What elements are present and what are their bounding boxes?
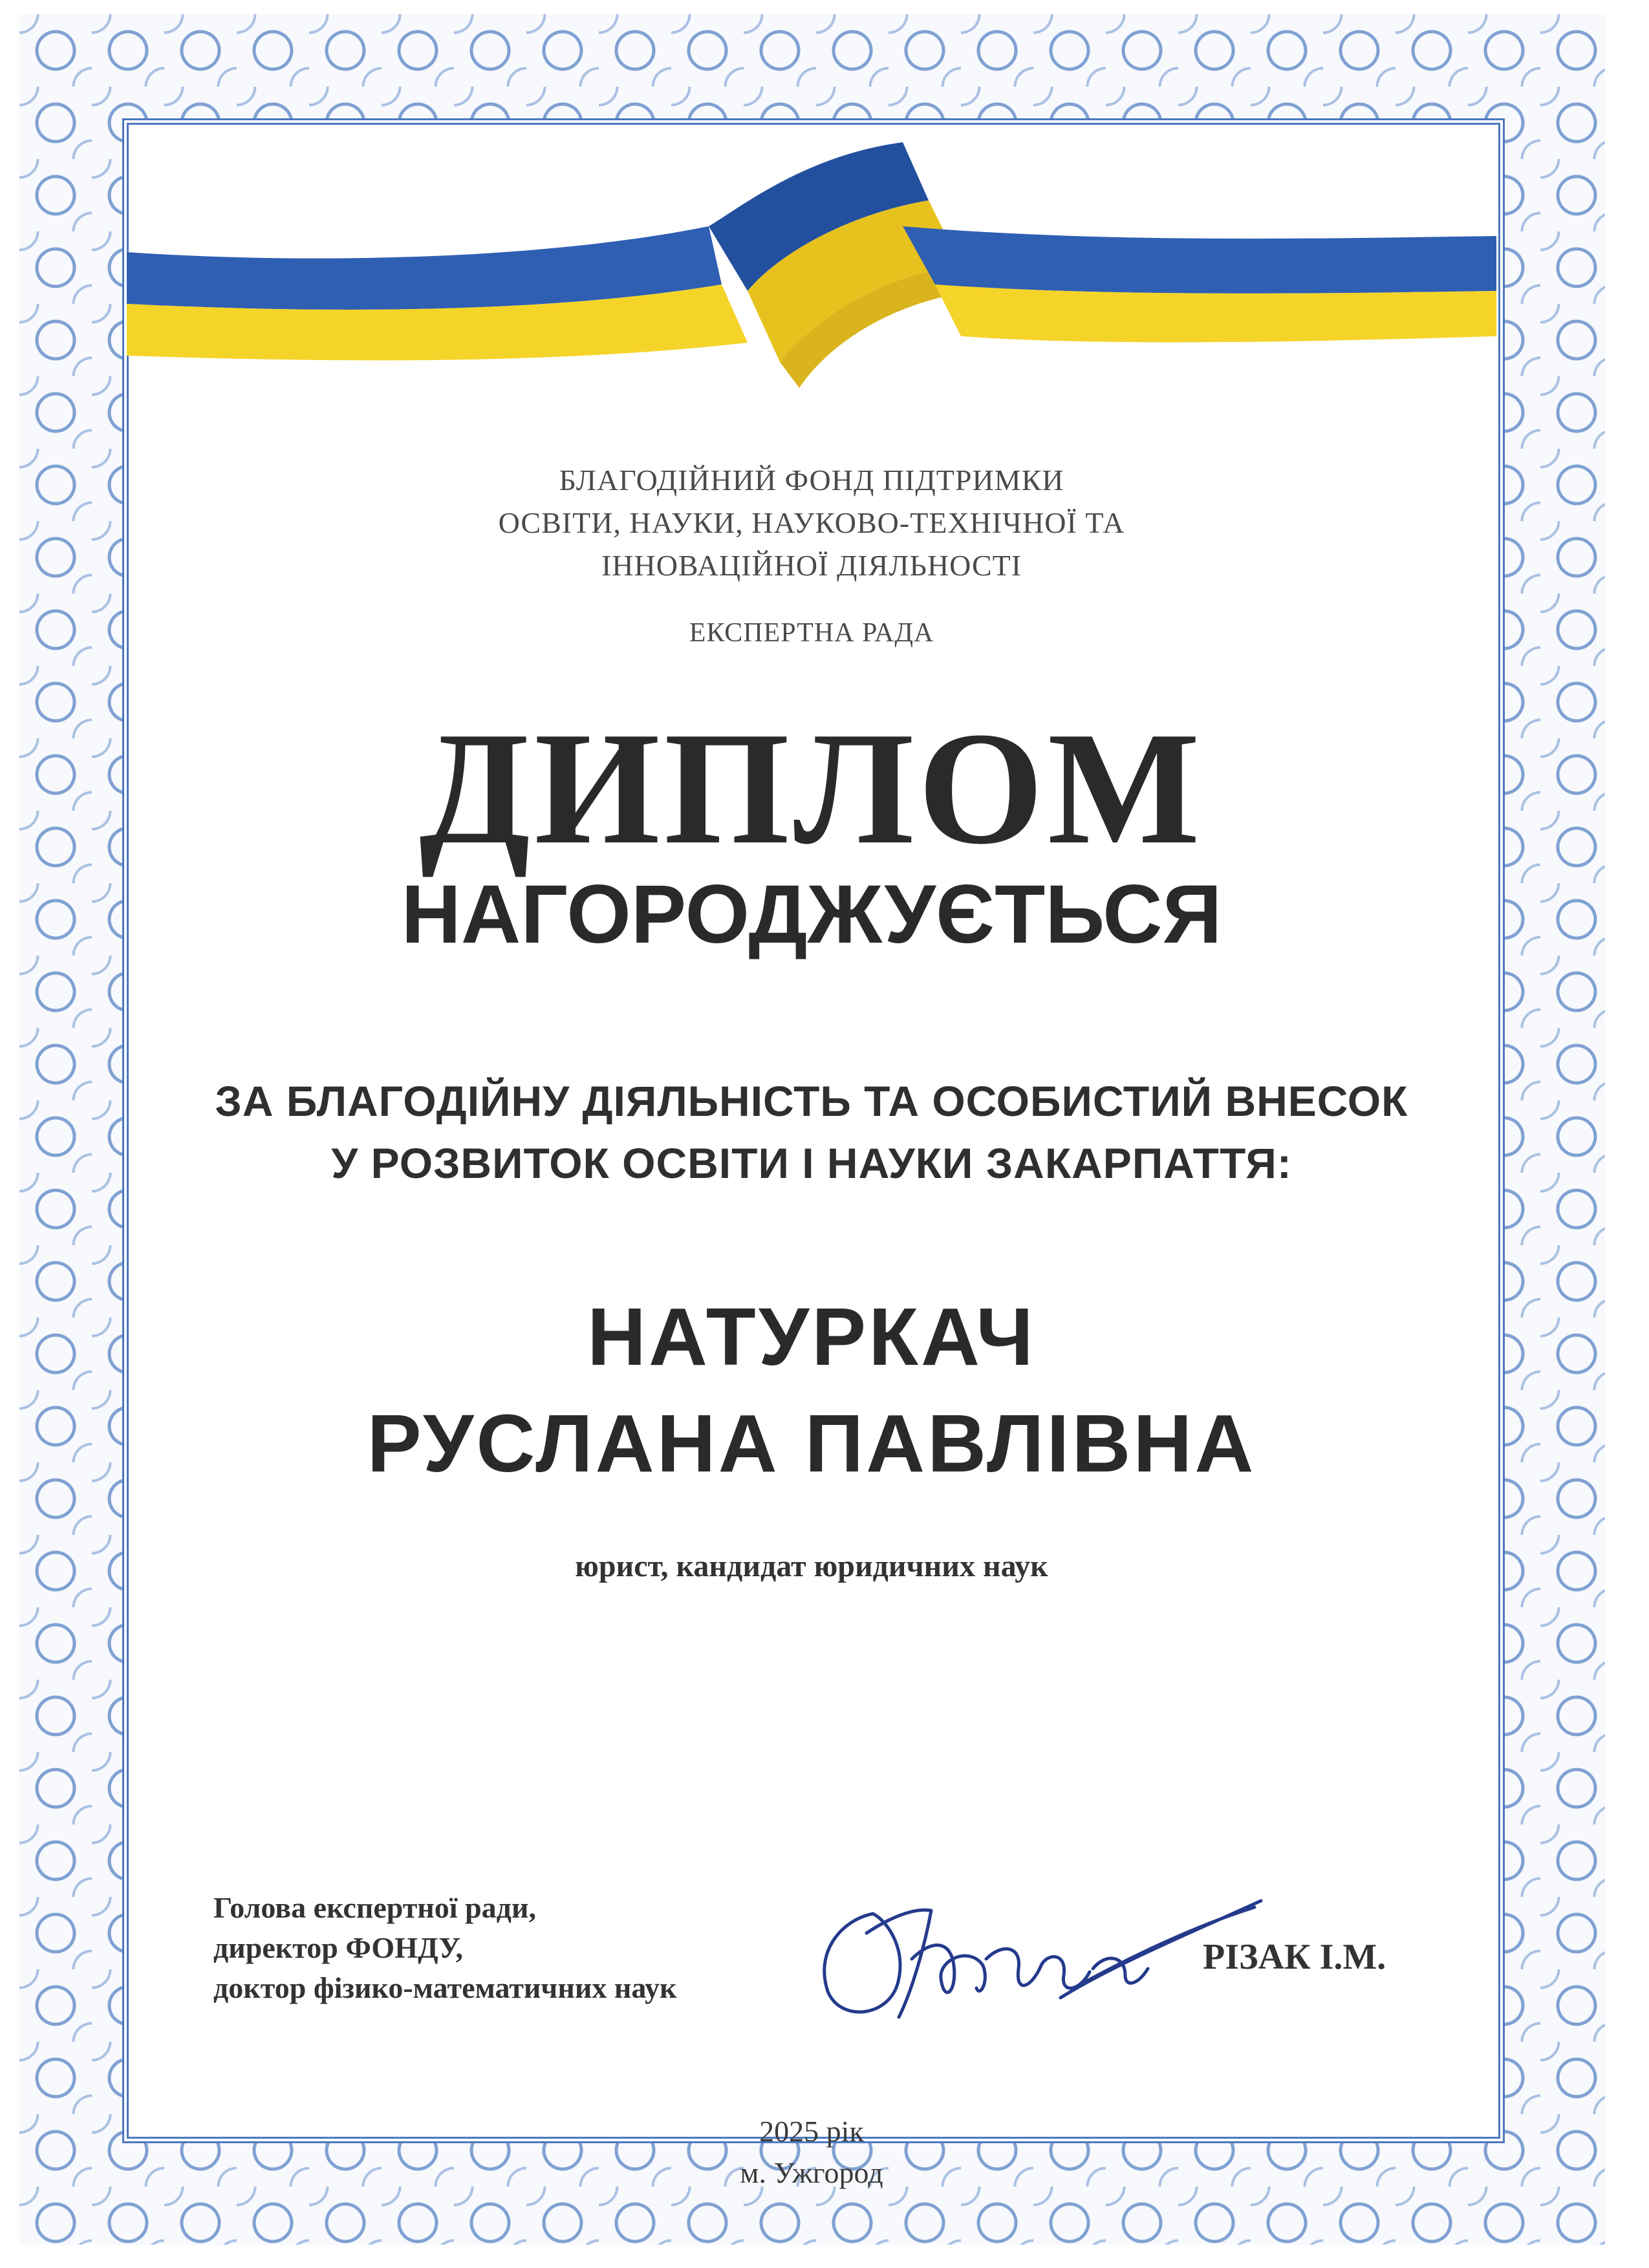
expert-council-label: ЕКСПЕРТНА РАДА (689, 618, 934, 648)
organization-name (127, 459, 1496, 587)
award-reason (127, 1070, 1496, 1194)
date-and-place (127, 2111, 1496, 2194)
signatory-title-line: Голова експертної ради, (213, 1891, 536, 1924)
recipient-given-names: РУСЛАНА ПАВЛІВНА (367, 1398, 1256, 1489)
signatory-title-line: директор ФОНДУ, (213, 1931, 463, 1964)
recipient-position: юрист, кандидат юридичних наук (575, 1549, 1048, 1583)
signatory-title-line: доктор фізико-математичних наук (213, 1971, 677, 2004)
signatory-title (213, 1888, 677, 2008)
city: м. Ужгород (740, 2156, 883, 2189)
organization-line: ІННОВАЦІЙНОЇ ДІЯЛЬНОСТІ (601, 549, 1022, 582)
organization-line: ОСВІТИ, НАУКИ, НАУКОВО-ТЕХНІЧНОЇ ТА (498, 506, 1125, 539)
recipient-surname: НАТУРКАЧ (587, 1291, 1036, 1382)
reason-line: У РОЗВИТОК ОСВІТИ І НАУКИ ЗАКАРПАТТЯ: (331, 1139, 1292, 1187)
organization-line: БЛАГОДІЙНИЙ ФОНД ПІДТРИМКИ (559, 464, 1064, 497)
reason-line: ЗА БЛАГОДІЙНУ ДІЯЛЬНІСТЬ ТА ОСОБИСТИЙ ВНЕСОК (215, 1077, 1408, 1125)
ukrainian-flag-ribbon-icon (127, 129, 1496, 401)
recipient-name (127, 1283, 1496, 1497)
awarded-heading: НАГОРОДЖУЄТЬСЯ (401, 868, 1222, 961)
diploma-title: ДИПЛОМ (419, 699, 1204, 878)
signatory-name: РІЗАК І.М. (1203, 1937, 1386, 1977)
year: 2025 рік (759, 2115, 864, 2148)
